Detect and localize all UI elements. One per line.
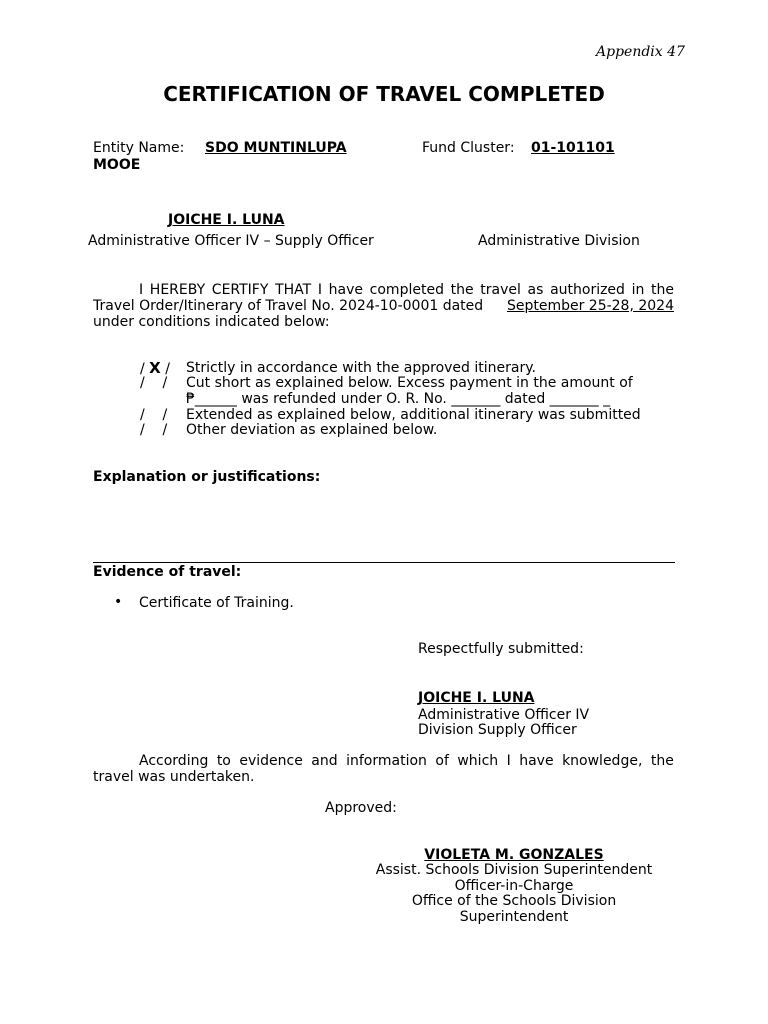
certify-line-3: under conditions indicated below: [93,314,330,330]
entity-name-label: Entity Name: [93,140,185,156]
approver-name: VIOLETA M. GONZALES [424,847,604,863]
according-word: which [457,753,499,769]
certify-word: authorized [550,282,625,298]
travel-order-text: Travel Order/Itinerary of Travel No. 2024-10-0001 dated [93,298,484,314]
option-checkbox[interactable]: / / [140,407,168,423]
option-text: Strictly in accordance with the approved itinerary. [186,360,536,376]
employee-name: JOICHE I. LUNA [168,212,285,228]
certify-line-1 [139,282,674,298]
according-line-2: travel was undertaken. [93,769,255,785]
according-line-1 [139,753,674,769]
certify-word: travel [480,282,521,298]
approver-title-2: Officer-in-Charge [454,878,574,894]
fund-cluster-label: Fund Cluster: [422,140,515,156]
certify-word: as [527,282,544,298]
bullet-icon: • [114,594,123,610]
certify-line-2 [93,298,674,314]
according-word: of [435,753,449,769]
according-word: knowledge, [562,753,643,769]
option-checkbox[interactable]: / / [140,375,168,391]
according-word: have [519,753,554,769]
according-word: According [139,753,209,769]
employee-division: Administrative Division [478,233,640,249]
certify-word: I [317,282,322,298]
according-word: information [346,753,427,769]
according-word: and [311,753,338,769]
appendix-label: Appendix 47 [596,44,685,60]
option-mark: X [149,359,161,377]
option-text: Other deviation as explained below. [186,422,438,438]
approved-label: Approved: [325,800,397,816]
explanation-underline [93,562,675,563]
fund-cluster-value: 01-101101 [531,140,615,156]
option-text: Extended as explained below, additional itinerary was submitted [186,407,641,423]
certify-word: have [328,282,364,298]
evidence-label: Evidence of travel: [93,564,242,580]
submitter-name: JOICHE I. LUNA [418,690,535,706]
certify-word: I [139,282,144,298]
according-word: I [506,753,511,769]
certify-word: the [450,282,474,298]
certify-word: the [651,282,674,298]
submitted-label: Respectfully submitted: [418,641,584,657]
option-text-continued: ₱______ was refunded under O. R. No. _______ dated _______ _ [186,391,611,407]
according-word: to [216,753,231,769]
approver-title-4: Superintendent [459,909,569,925]
approver-title: Assist. Schools Division Superintendent [375,862,653,878]
employee-position: Administrative Officer IV – Supply Officer [88,233,374,249]
entity-name-value-line2: MOOE [93,157,141,173]
document-title: CERTIFICATION OF TRAVEL COMPLETED [163,82,605,106]
evidence-item: Certificate of Training. [139,595,294,611]
according-word: evidence [239,753,303,769]
entity-name-value: SDO MUNTINLUPA [205,140,347,156]
according-word: the [650,753,674,769]
approver-title-3: Office of the Schools Division [411,893,617,909]
certify-word: CERTIFY [211,282,269,298]
certify-word: HEREBY [149,282,206,298]
certify-word: completed [369,282,444,298]
option-text: Cut short as explained below. Excess payment in the amount of [186,375,633,391]
travel-order-date: September 25-28, 2024 [506,298,674,314]
certify-word: in [631,282,645,298]
option-checkbox[interactable]: / / [140,422,168,438]
submitter-title-2: Division Supply Officer [418,722,577,738]
option-checkbox[interactable]: / X / [140,359,170,377]
certify-word: THAT [275,282,312,298]
explanation-label: Explanation or justifications: [93,469,321,485]
submitter-title: Administrative Officer IV [418,707,590,723]
